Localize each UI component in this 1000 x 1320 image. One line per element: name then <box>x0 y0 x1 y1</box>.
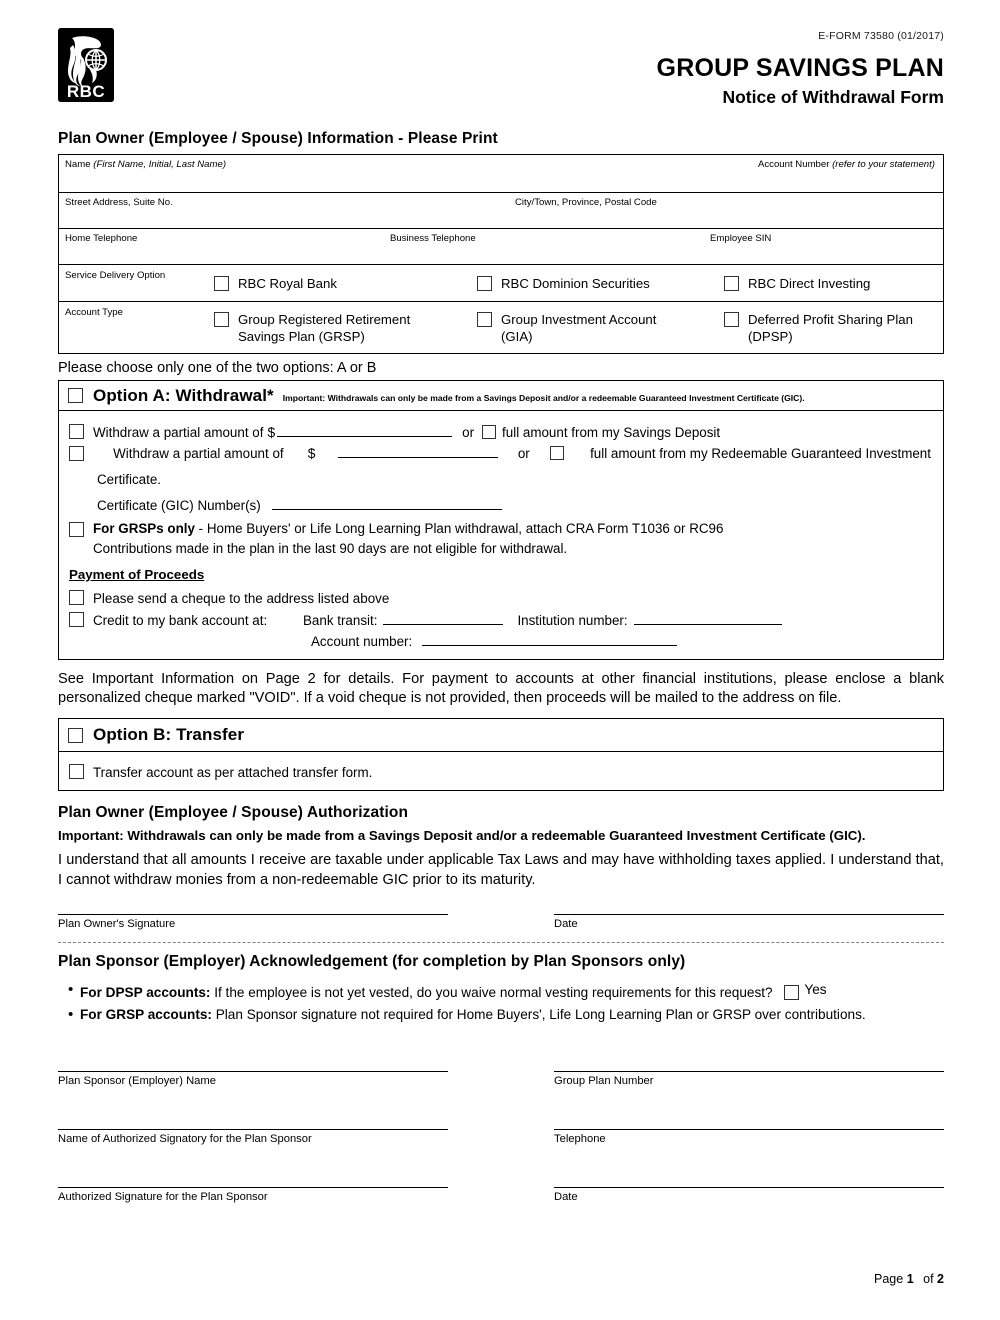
service-option-label: RBC Direct Investing <box>748 276 871 291</box>
checkbox-icon[interactable] <box>482 425 496 439</box>
street-address-cell[interactable] <box>59 193 509 228</box>
business-telephone-label: Business Telephone <box>390 233 476 244</box>
option-b-box <box>58 718 944 791</box>
sponsor-bullet-grsp <box>80 1005 944 1024</box>
rbc-logo <box>58 28 114 102</box>
option-a-box <box>58 380 944 660</box>
employee-sin-label: Employee SIN <box>710 233 772 244</box>
form-page <box>0 26 1000 1320</box>
certificate-number-row[interactable] <box>97 495 933 513</box>
owner-info-table <box>58 154 944 354</box>
sponsor-signatory-block <box>58 1129 944 1145</box>
list-item <box>58 1005 944 1024</box>
transfer-account-label: Transfer account as per attached transfer form. <box>93 765 373 780</box>
authorization-heading: Plan Owner (Employee / Spouse) Authorization <box>58 804 409 821</box>
checkbox-icon[interactable] <box>69 424 84 439</box>
sponsor-telephone-field[interactable] <box>554 1129 944 1145</box>
footer-page-number: 1 <box>906 1272 914 1286</box>
employee-sin-cell[interactable] <box>704 229 943 264</box>
account-type-label: Account Type <box>65 307 123 318</box>
group-plan-number-field[interactable] <box>554 1071 944 1087</box>
owner-signature-block <box>58 914 944 930</box>
section-divider <box>58 942 944 943</box>
withdraw-savings-deposit-row[interactable] <box>69 420 933 440</box>
full-amount-label-gic: full amount from my Redeemable Guaranteed Investment <box>590 446 931 461</box>
account-type-gia[interactable] <box>477 311 656 345</box>
payment-credit-label: Credit to my bank account at: <box>93 613 268 628</box>
certificate-continuation: Certificate. <box>97 472 161 487</box>
sponsor-bullet-bold-1: For GRSP accounts: <box>80 1007 212 1022</box>
option-b-body <box>59 752 943 790</box>
rbc-lion-crest-icon <box>58 28 114 102</box>
account-type-dpsp[interactable] <box>724 311 913 345</box>
name-label: Name <box>65 159 91 170</box>
sponsor-name-field[interactable] <box>58 1071 448 1087</box>
option-b-title: Option B: Transfer <box>93 725 245 744</box>
withdraw-partial-label-1: Withdraw a partial amount of <box>93 425 264 440</box>
account-type-grsp[interactable] <box>214 311 410 345</box>
sponsor-signature-block <box>58 1187 944 1203</box>
partial-amount-input-gic[interactable] <box>338 443 498 458</box>
authorized-signatory-label: Name of Authorized Signatory for the Plan Sponsor <box>58 1133 312 1145</box>
grsp-bold-label: For GRSPs only <box>93 521 195 536</box>
sponsor-name-block <box>58 1071 944 1087</box>
grsp-rest-label: - Home Buyers' or Life Long Learning Plan withdrawal, attach CRA Form T1036 or RC96 <box>194 521 724 536</box>
service-option-rbc-royal-bank[interactable] <box>214 275 337 292</box>
checkbox-icon[interactable] <box>784 985 799 1000</box>
service-option-rbc-direct-investing[interactable] <box>724 275 870 292</box>
certificate-number-label: Certificate (GIC) Number(s) <box>97 498 261 513</box>
grsp-only-row[interactable] <box>69 519 933 559</box>
bank-transit-input[interactable] <box>383 610 503 625</box>
owner-date-label: Date <box>554 918 578 930</box>
name-hint: (First Name, Initial, Last Name) <box>93 159 227 170</box>
owner-signature-field[interactable] <box>58 914 448 930</box>
payment-account-number-row[interactable] <box>311 631 933 649</box>
owner-date-field[interactable] <box>554 914 944 930</box>
account-type-label-text: Group Investment Account (GIA) <box>501 312 657 344</box>
account-type-label-text: Deferred Profit Sharing Plan (DPSP) <box>748 312 913 344</box>
option-a-header[interactable] <box>59 381 943 411</box>
street-address-label: Street Address, Suite No. <box>65 197 173 208</box>
table-row <box>59 193 943 229</box>
table-row <box>59 155 943 193</box>
payment-cheque-label: Please send a cheque to the address listed above <box>93 591 390 606</box>
authorization-important-note: Important: Withdrawals can only be made from a Savings Deposit and/or a redeemable Guaranteed Investment Certificate (GIC). <box>58 828 866 843</box>
payment-of-proceeds-title: Payment of Proceeds <box>69 567 205 582</box>
checkbox-icon[interactable] <box>69 446 84 461</box>
eform-code: E-FORM 73580 (01/2017) <box>818 30 944 42</box>
authorized-signatory-name-field[interactable] <box>58 1129 448 1145</box>
institution-number-label: Institution number: <box>517 613 628 628</box>
institution-number-input[interactable] <box>634 610 782 625</box>
name-field-cell[interactable] <box>59 155 699 192</box>
sponsor-date-label: Date <box>554 1191 578 1203</box>
service-option-label: RBC Royal Bank <box>238 276 337 291</box>
bank-transit-label: Bank transit: <box>303 613 378 628</box>
checkbox-icon[interactable] <box>69 522 84 537</box>
account-number-label: Account Number <box>757 159 830 170</box>
or-word-1: or <box>462 425 475 440</box>
account-number-cell[interactable] <box>699 155 943 192</box>
account-type-label-text: Group Registered Retirement Savings Plan (GRSP) <box>238 312 411 344</box>
owner-signature-label: Plan Owner's Signature <box>58 918 176 930</box>
page-subtitle: Notice of Withdrawal Form <box>722 87 944 107</box>
business-telephone-cell[interactable] <box>384 229 704 264</box>
table-row-account-type <box>59 302 943 354</box>
sponsor-name-label: Plan Sponsor (Employer) Name <box>58 1075 216 1087</box>
service-option-label: RBC Dominion Securities <box>501 276 650 291</box>
authorized-signature-field[interactable] <box>58 1187 448 1203</box>
city-cell[interactable] <box>509 193 943 228</box>
sponsor-bullet-bold-0: For DPSP accounts: <box>80 985 211 1000</box>
checkbox-icon[interactable] <box>724 312 739 327</box>
yes-label: Yes <box>804 982 827 997</box>
home-telephone-cell[interactable] <box>59 229 384 264</box>
checkbox-icon[interactable] <box>724 276 739 291</box>
option-b-header[interactable] <box>59 719 943 752</box>
group-plan-number-label: Group Plan Number <box>554 1075 654 1087</box>
page-title: GROUP SAVINGS PLAN <box>656 54 944 82</box>
bullet-icon: • <box>68 981 74 998</box>
option-a-body <box>59 411 943 659</box>
or-word-2: or <box>517 446 530 461</box>
bullet-icon: • <box>68 1006 74 1023</box>
sponsor-bullet-rest-0: If the employee is not yet vested, do you waive normal vesting requirements for this request? <box>210 985 773 1000</box>
withdraw-gic-row[interactable] <box>69 442 933 461</box>
table-row <box>59 229 943 265</box>
certificate-number-input[interactable] <box>272 495 502 510</box>
service-option-rbc-dominion-securities[interactable] <box>477 275 650 292</box>
page-footer <box>874 1272 944 1286</box>
sponsor-bullet-dpsp <box>80 980 944 1002</box>
transfer-account-row[interactable] <box>69 761 933 780</box>
option-a-note: Important: Withdrawals can only be made from a Savings Deposit and/or a redeemable Guaranteed Investment Certificate (GIC). <box>282 392 805 403</box>
grsp-text-block <box>93 519 723 559</box>
partial-amount-input-savings[interactable] <box>277 422 452 437</box>
city-label: City/Town, Province, Postal Code <box>515 197 657 208</box>
checkbox-icon[interactable] <box>68 388 83 403</box>
dollar-sign-1: $ <box>267 425 276 440</box>
home-telephone-label: Home Telephone <box>65 233 138 244</box>
account-number-input[interactable] <box>422 631 677 646</box>
checkbox-icon[interactable] <box>477 312 492 327</box>
withdraw-partial-label-2: Withdraw a partial amount of <box>113 446 284 461</box>
checkbox-icon[interactable] <box>214 312 229 327</box>
authorization-body-text: I understand that all amounts I receive are taxable under applicable Tax Laws and may have withholding taxes applied. I understand that, I cannot withdraw monies from a non-redeemable GIC prior to its maturity. <box>58 852 944 888</box>
checkbox-icon[interactable] <box>477 276 492 291</box>
option-a-title: Option A: Withdrawal* <box>93 385 274 405</box>
important-information-paragraph: See Important Information on Page 2 for details. For payment to accounts at other financial institutions, please enclose a blank personalized cheque marked "VOID". If a void cheque is not provided, then proceeds will be mailed to the address on file. <box>58 671 944 706</box>
checkbox-icon[interactable] <box>69 764 84 779</box>
owner-section-heading: Plan Owner (Employee / Spouse) Information - Please Print <box>58 130 498 147</box>
payment-cheque-row[interactable] <box>69 587 933 606</box>
grsp-line2-label: Contributions made in the plan in the last 90 days are not eligible for withdrawal. <box>93 541 568 556</box>
checkbox-icon[interactable] <box>69 612 84 627</box>
choose-option-instruction: Please choose only one of the two options: A or B <box>58 360 377 376</box>
checkbox-icon[interactable] <box>550 446 564 460</box>
footer-of-word: of <box>923 1272 934 1286</box>
account-number-hint: (refer to your statement) <box>832 159 935 170</box>
sponsor-bullet-rest-1: Plan Sponsor signature not required for Home Buyers', Life Long Learning Plan or GRSP over contributions. <box>211 1007 866 1022</box>
sponsor-heading: Plan Sponsor (Employer) Acknowledgement (for completion by Plan Sponsors only) <box>58 953 686 970</box>
authorized-signature-label: Authorized Signature for the Plan Sponsor <box>58 1191 268 1203</box>
sponsor-telephone-label: Telephone <box>554 1133 606 1145</box>
checkbox-icon[interactable] <box>214 276 229 291</box>
dollar-sign-2: $ <box>307 446 316 461</box>
page-header <box>56 26 944 122</box>
dpsp-waive-yes-option[interactable] <box>784 980 826 999</box>
full-amount-label-savings: full amount from my Savings Deposit <box>502 425 721 440</box>
footer-page-word: Page <box>874 1272 904 1286</box>
account-number-label: Account number: <box>311 634 413 649</box>
service-delivery-label: Service Delivery Option <box>65 270 166 281</box>
sponsor-date-field[interactable] <box>554 1187 944 1203</box>
footer-total-pages: 2 <box>937 1272 944 1286</box>
svg-text:RBC: RBC <box>66 82 106 101</box>
checkbox-icon[interactable] <box>69 590 84 605</box>
payment-credit-row[interactable] <box>69 609 933 628</box>
table-row-service-delivery <box>59 265 943 302</box>
checkbox-icon[interactable] <box>68 728 83 743</box>
list-item <box>58 980 944 1002</box>
